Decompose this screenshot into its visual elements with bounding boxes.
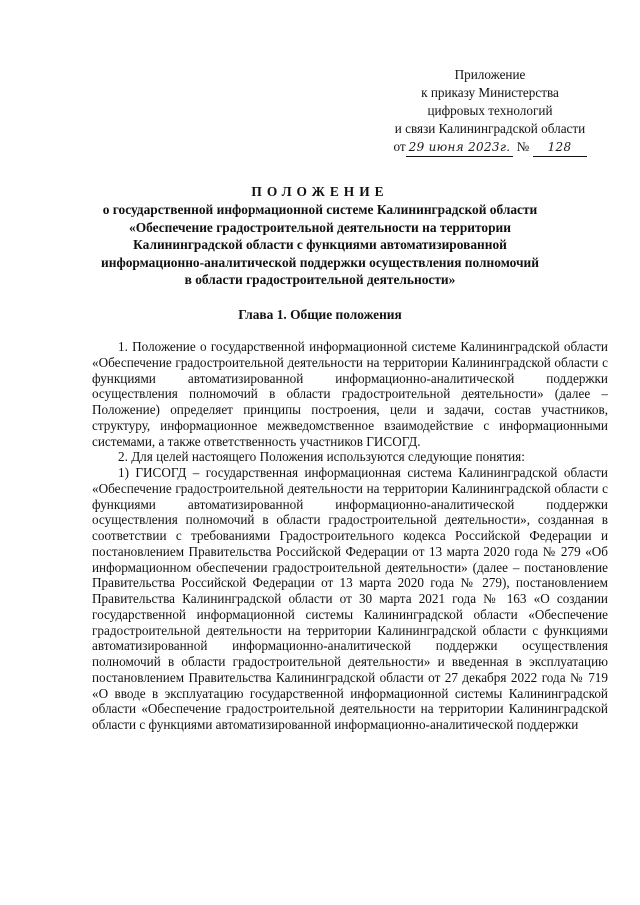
paragraph: 1) ГИСОГД – государственная информационная система Калининградской области «Обеспечение градостроительной деятельности на территории Калининградской области с функциями автоматизированной информационно-аналитической поддержки осуществления полномочий в области градостроительной деятельности», созданная в соответствии с требованиями Градостроительного кодекса Российской Федерации и постановлением Правительства Российской Федерации от 13 марта 2020 года № 279 «Об информационном обеспечении градостроительной деятельности» (далее – постановление Правительства Российской Федерации от 13 марта 2020 года № 279), постановлением Правительства Калининградской области от 30 марта 2021 года № 163 «О создании государственной информационной системы Калининградской области «Обеспечение градостроительной деятельности на территории Калининградской области с функциями автоматизированной информационно-аналитической поддержки осуществления полномочий в области градостроительной деятельности» и введенная в эксплуатацию постановлением Правительства Калининградской области от 27 декабря 2022 года № 719 «О вводе в эксплуатацию государственной информационной системы Калининградской области «Обеспечение градостроительной деятельности на территории Калининградской области с функциями автоматизированной информационно-аналитической поддержки [92,465,608,732]
paragraph: 2. Для целей настоящего Положения используются следующие понятия: [118,449,525,465]
chapter-title: Глава 1. Общие положения [238,307,402,322]
appendix-date-number [370,138,610,157]
title-line: «Обеспечение градостроительной деятельности на территории [129,219,511,235]
title-line: в области градостроительной деятельности» [184,272,456,288]
title-line: Калининградской области с функциями автоматизированной [133,237,507,253]
paragraph: 1. Положение о государственной информационной системе Калининградской области «Обеспечение градостроительной деятельности на территории Калининградской области с функциями автоматизированной информационно-аналитической поддержки осуществления полномочий в области градостроительной деятельности» (далее – Положение) определяет принципы построения, цели и задачи, состав участников, структуру, информационное межведомственное взаимодействие с информационными системами, а также ответственность участников ГИСОГД. [92,339,608,449]
title-line: информационно-аналитической поддержки осуществления полномочий [101,254,539,270]
appendix-header [370,66,610,157]
document-body [92,339,608,733]
handwritten-date: 29 июня 2023г. [406,138,514,157]
title-heading: ПОЛОЖЕНИЕ [251,184,389,199]
handwritten-number: 128 [533,138,587,157]
appendix-ministry-line: цифровых технологий [427,103,553,118]
appendix-region-line: и связи Калининградской области [394,121,586,136]
appendix-label: Приложение [454,67,526,82]
title-line: о государственной информационной системе Калининградской области [102,202,538,218]
number-prefix: № [516,139,530,154]
appendix-order-ref: к приказу Министерства [421,85,559,100]
date-prefix: от [393,139,406,154]
document-title [82,183,558,288]
